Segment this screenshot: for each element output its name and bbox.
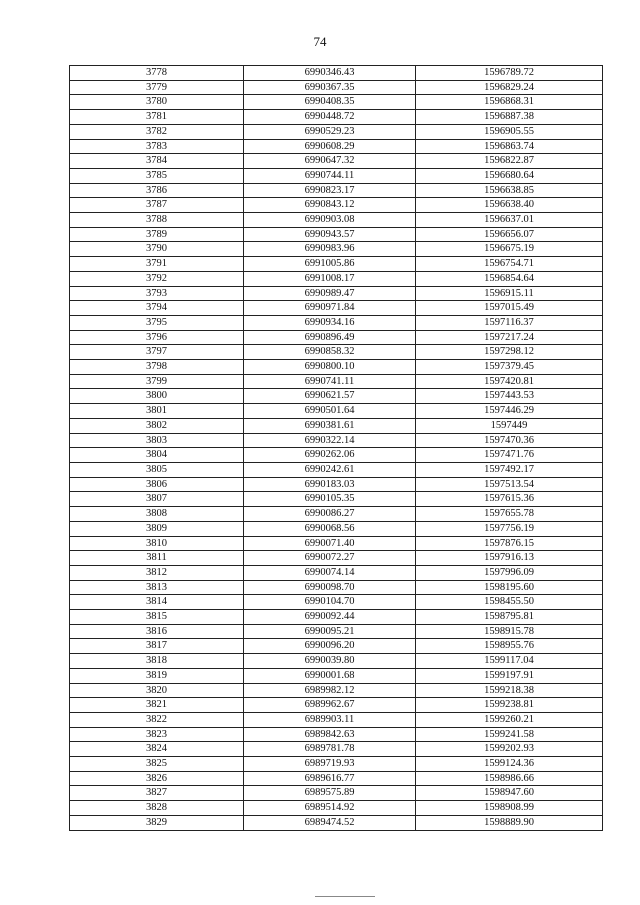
point-number-cell: 3785 [70, 168, 244, 183]
x-coordinate-cell: 6990242.61 [244, 462, 416, 477]
point-number-cell: 3782 [70, 124, 244, 139]
x-coordinate-cell: 6990843.12 [244, 198, 416, 213]
x-coordinate-cell: 6990346.43 [244, 66, 416, 81]
table-row [70, 389, 603, 404]
table-row [70, 315, 603, 330]
x-coordinate-cell: 6991005.86 [244, 257, 416, 272]
y-coordinate-cell: 1599241.58 [416, 727, 603, 742]
x-coordinate-cell: 6990800.10 [244, 360, 416, 375]
x-coordinate-cell: 6989781.78 [244, 742, 416, 757]
table-row [70, 330, 603, 345]
y-coordinate-cell: 1596854.64 [416, 271, 603, 286]
x-coordinate-cell: 6990741.11 [244, 374, 416, 389]
table-row [70, 727, 603, 742]
point-number-cell: 3810 [70, 536, 244, 551]
y-coordinate-cell: 1597756.19 [416, 521, 603, 536]
y-coordinate-cell: 1597015.49 [416, 301, 603, 316]
point-number-cell: 3781 [70, 110, 244, 125]
point-number-cell: 3805 [70, 462, 244, 477]
x-coordinate-cell: 6990608.29 [244, 139, 416, 154]
point-number-cell: 3801 [70, 404, 244, 419]
y-coordinate-cell: 1596915.11 [416, 286, 603, 301]
y-coordinate-cell: 1598915.78 [416, 624, 603, 639]
point-number-cell: 3779 [70, 80, 244, 95]
table-row [70, 154, 603, 169]
y-coordinate-cell: 1599202.93 [416, 742, 603, 757]
x-coordinate-cell: 6989962.67 [244, 698, 416, 713]
x-coordinate-cell: 6989575.89 [244, 786, 416, 801]
y-coordinate-cell: 1596789.72 [416, 66, 603, 81]
table-row [70, 198, 603, 213]
table-row [70, 433, 603, 448]
point-number-cell: 3814 [70, 595, 244, 610]
y-coordinate-cell: 1598889.90 [416, 815, 603, 830]
x-coordinate-cell: 6990983.96 [244, 242, 416, 257]
y-coordinate-cell: 1596863.74 [416, 139, 603, 154]
point-number-cell: 3780 [70, 95, 244, 110]
point-number-cell: 3813 [70, 580, 244, 595]
point-number-cell: 3816 [70, 624, 244, 639]
x-coordinate-cell: 6990001.68 [244, 668, 416, 683]
point-number-cell: 3793 [70, 286, 244, 301]
point-number-cell: 3817 [70, 639, 244, 654]
table-row [70, 183, 603, 198]
table-row [70, 610, 603, 625]
x-coordinate-cell: 6990071.40 [244, 536, 416, 551]
point-number-cell: 3819 [70, 668, 244, 683]
table-row [70, 404, 603, 419]
point-number-cell: 3800 [70, 389, 244, 404]
y-coordinate-cell: 1596675.19 [416, 242, 603, 257]
x-coordinate-cell: 6990823.17 [244, 183, 416, 198]
point-number-cell: 3825 [70, 757, 244, 772]
x-coordinate-cell: 6990896.49 [244, 330, 416, 345]
y-coordinate-cell: 1598986.66 [416, 771, 603, 786]
x-coordinate-cell: 6990529.23 [244, 124, 416, 139]
x-coordinate-cell: 6989474.52 [244, 815, 416, 830]
x-coordinate-cell: 6990501.64 [244, 404, 416, 419]
point-number-cell: 3778 [70, 66, 244, 81]
table-row [70, 66, 603, 81]
y-coordinate-cell: 1598955.76 [416, 639, 603, 654]
table-row [70, 654, 603, 669]
y-coordinate-cell: 1598195.60 [416, 580, 603, 595]
y-coordinate-cell: 1597471.76 [416, 448, 603, 463]
y-coordinate-cell: 1598795.81 [416, 610, 603, 625]
x-coordinate-cell: 6990971.84 [244, 301, 416, 316]
point-number-cell: 3820 [70, 683, 244, 698]
footer-divider [315, 896, 375, 897]
x-coordinate-cell: 6990095.21 [244, 624, 416, 639]
y-coordinate-cell: 1596656.07 [416, 227, 603, 242]
table-row [70, 771, 603, 786]
table-row [70, 227, 603, 242]
x-coordinate-cell: 6990408.35 [244, 95, 416, 110]
y-coordinate-cell: 1597298.12 [416, 345, 603, 360]
point-number-cell: 3783 [70, 139, 244, 154]
point-number-cell: 3803 [70, 433, 244, 448]
table-row [70, 786, 603, 801]
point-number-cell: 3811 [70, 551, 244, 566]
point-number-cell: 3794 [70, 301, 244, 316]
y-coordinate-cell: 1597449 [416, 418, 603, 433]
table-row [70, 536, 603, 551]
x-coordinate-cell: 6990943.57 [244, 227, 416, 242]
y-coordinate-cell: 1596868.31 [416, 95, 603, 110]
table-row [70, 168, 603, 183]
point-number-cell: 3795 [70, 315, 244, 330]
coordinates-table [69, 65, 603, 831]
table-row [70, 462, 603, 477]
point-number-cell: 3809 [70, 521, 244, 536]
y-coordinate-cell: 1599197.91 [416, 668, 603, 683]
y-coordinate-cell: 1598947.60 [416, 786, 603, 801]
point-number-cell: 3797 [70, 345, 244, 360]
y-coordinate-cell: 1598455.50 [416, 595, 603, 610]
point-number-cell: 3827 [70, 786, 244, 801]
y-coordinate-cell: 1596905.55 [416, 124, 603, 139]
table-row [70, 374, 603, 389]
table-row [70, 639, 603, 654]
table-row [70, 815, 603, 830]
point-number-cell: 3821 [70, 698, 244, 713]
x-coordinate-cell: 6990367.35 [244, 80, 416, 95]
table-row [70, 139, 603, 154]
table-row [70, 565, 603, 580]
y-coordinate-cell: 1598908.99 [416, 801, 603, 816]
x-coordinate-cell: 6990934.16 [244, 315, 416, 330]
point-number-cell: 3806 [70, 477, 244, 492]
y-coordinate-cell: 1597492.17 [416, 462, 603, 477]
x-coordinate-cell: 6990744.11 [244, 168, 416, 183]
point-number-cell: 3829 [70, 815, 244, 830]
point-number-cell: 3790 [70, 242, 244, 257]
y-coordinate-cell: 1597116.37 [416, 315, 603, 330]
y-coordinate-cell: 1597443.53 [416, 389, 603, 404]
point-number-cell: 3807 [70, 492, 244, 507]
table-row [70, 712, 603, 727]
point-number-cell: 3798 [70, 360, 244, 375]
y-coordinate-cell: 1596638.40 [416, 198, 603, 213]
table-row [70, 301, 603, 316]
table-row [70, 418, 603, 433]
x-coordinate-cell: 6990322.14 [244, 433, 416, 448]
y-coordinate-cell: 1599124.36 [416, 757, 603, 772]
table-row [70, 213, 603, 228]
x-coordinate-cell: 6990262.06 [244, 448, 416, 463]
x-coordinate-cell: 6990105.35 [244, 492, 416, 507]
x-coordinate-cell: 6989514.92 [244, 801, 416, 816]
point-number-cell: 3784 [70, 154, 244, 169]
y-coordinate-cell: 1597876.15 [416, 536, 603, 551]
table-row [70, 668, 603, 683]
y-coordinate-cell: 1597655.78 [416, 507, 603, 522]
x-coordinate-cell: 6989719.93 [244, 757, 416, 772]
table-row [70, 80, 603, 95]
x-coordinate-cell: 6990104.70 [244, 595, 416, 610]
table-row [70, 448, 603, 463]
y-coordinate-cell: 1597217.24 [416, 330, 603, 345]
point-number-cell: 3822 [70, 712, 244, 727]
table-row [70, 124, 603, 139]
y-coordinate-cell: 1599218.38 [416, 683, 603, 698]
point-number-cell: 3804 [70, 448, 244, 463]
table-row [70, 624, 603, 639]
x-coordinate-cell: 6990183.03 [244, 477, 416, 492]
point-number-cell: 3788 [70, 213, 244, 228]
point-number-cell: 3791 [70, 257, 244, 272]
point-number-cell: 3786 [70, 183, 244, 198]
y-coordinate-cell: 1596887.38 [416, 110, 603, 125]
x-coordinate-cell: 6990903.08 [244, 213, 416, 228]
x-coordinate-cell: 6990096.20 [244, 639, 416, 654]
x-coordinate-cell: 6991008.17 [244, 271, 416, 286]
point-number-cell: 3824 [70, 742, 244, 757]
point-number-cell: 3792 [70, 271, 244, 286]
y-coordinate-cell: 1596680.64 [416, 168, 603, 183]
point-number-cell: 3808 [70, 507, 244, 522]
x-coordinate-cell: 6990647.32 [244, 154, 416, 169]
point-number-cell: 3812 [70, 565, 244, 580]
y-coordinate-cell: 1599260.21 [416, 712, 603, 727]
point-number-cell: 3815 [70, 610, 244, 625]
y-coordinate-cell: 1597379.45 [416, 360, 603, 375]
table-row [70, 580, 603, 595]
y-coordinate-cell: 1597513.54 [416, 477, 603, 492]
table-row [70, 507, 603, 522]
table-row [70, 360, 603, 375]
table-row [70, 492, 603, 507]
y-coordinate-cell: 1597446.29 [416, 404, 603, 419]
x-coordinate-cell: 6990074.14 [244, 565, 416, 580]
x-coordinate-cell: 6989903.11 [244, 712, 416, 727]
table-row [70, 345, 603, 360]
point-number-cell: 3828 [70, 801, 244, 816]
table-row [70, 242, 603, 257]
y-coordinate-cell: 1596829.24 [416, 80, 603, 95]
point-number-cell: 3787 [70, 198, 244, 213]
x-coordinate-cell: 6990448.72 [244, 110, 416, 125]
table-row [70, 757, 603, 772]
point-number-cell: 3826 [70, 771, 244, 786]
x-coordinate-cell: 6990068.56 [244, 521, 416, 536]
point-number-cell: 3823 [70, 727, 244, 742]
x-coordinate-cell: 6990381.61 [244, 418, 416, 433]
y-coordinate-cell: 1599238.81 [416, 698, 603, 713]
x-coordinate-cell: 6990039.80 [244, 654, 416, 669]
table-row [70, 683, 603, 698]
x-coordinate-cell: 6990621.57 [244, 389, 416, 404]
point-number-cell: 3799 [70, 374, 244, 389]
point-number-cell: 3818 [70, 654, 244, 669]
x-coordinate-cell: 6990858.32 [244, 345, 416, 360]
table-row [70, 521, 603, 536]
table-row [70, 271, 603, 286]
y-coordinate-cell: 1596822.87 [416, 154, 603, 169]
y-coordinate-cell: 1597996.09 [416, 565, 603, 580]
x-coordinate-cell: 6990092.44 [244, 610, 416, 625]
table-row [70, 801, 603, 816]
y-coordinate-cell: 1596637.01 [416, 213, 603, 228]
x-coordinate-cell: 6990098.70 [244, 580, 416, 595]
coordinates-table-body [70, 66, 603, 831]
table-row [70, 257, 603, 272]
point-number-cell: 3802 [70, 418, 244, 433]
y-coordinate-cell: 1597420.81 [416, 374, 603, 389]
x-coordinate-cell: 6989616.77 [244, 771, 416, 786]
table-row [70, 477, 603, 492]
table-row [70, 95, 603, 110]
table-row [70, 742, 603, 757]
point-number-cell: 3796 [70, 330, 244, 345]
y-coordinate-cell: 1597470.36 [416, 433, 603, 448]
table-row [70, 286, 603, 301]
y-coordinate-cell: 1596754.71 [416, 257, 603, 272]
y-coordinate-cell: 1596638.85 [416, 183, 603, 198]
x-coordinate-cell: 6989982.12 [244, 683, 416, 698]
x-coordinate-cell: 6990989.47 [244, 286, 416, 301]
y-coordinate-cell: 1597615.36 [416, 492, 603, 507]
x-coordinate-cell: 6989842.63 [244, 727, 416, 742]
y-coordinate-cell: 1599117.04 [416, 654, 603, 669]
table-row [70, 698, 603, 713]
page-number: 74 [313, 34, 327, 49]
point-number-cell: 3789 [70, 227, 244, 242]
table-row [70, 551, 603, 566]
y-coordinate-cell: 1597916.13 [416, 551, 603, 566]
table-row [70, 110, 603, 125]
x-coordinate-cell: 6990072.27 [244, 551, 416, 566]
x-coordinate-cell: 6990086.27 [244, 507, 416, 522]
table-row [70, 595, 603, 610]
